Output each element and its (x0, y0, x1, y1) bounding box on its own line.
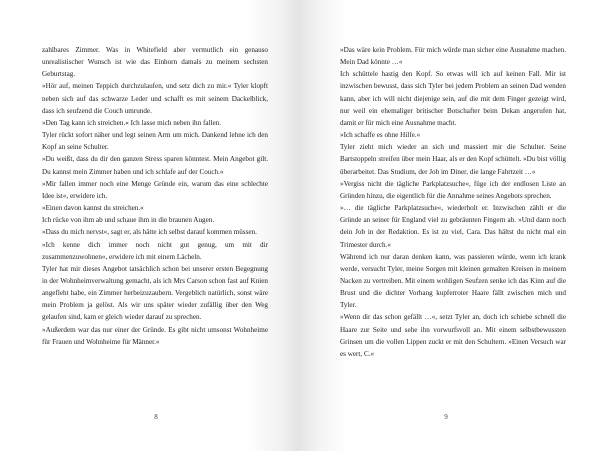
paragraph: »Das wäre kein Problem. Für mich würde man sicher eine Ausnahme machen. Mein Dad könnte …« (340, 46, 566, 67)
paragraph: »Du weißt, dass du dir den ganzen Stress sparen könntest. Mein Angebot gilt. Du kannst mein Zimmer haben und ich schlafe auf der Couch.« (42, 155, 268, 176)
right-page-text (340, 44, 566, 360)
paragraph: »… die tägliche Parkplatzsuche«, wiederholt er. Inzwischen zählt er die Gründe an seiner für England viel zu gebräunten Fingern ab. »Und dann noch dein Job in der Redaktion. Es ist zu viel, Cara. Das hältst du nicht mal ein Trimester durch.« (340, 204, 566, 249)
paragraph: »Außerdem war das nur einer der Gründe. Es gibt nicht umsonst Wohnheime für Frauen und Wohnheime für Männer.« (42, 325, 268, 346)
paragraph: Tyler zieht mich wieder an sich und massiert mir die Schulter. Seine Bartstoppeln streifen über mein Haar, als er den Kopf schüttelt. »Du bist völlig überarbeitet. Das Studium, der Job im Diner, die lange Fahrtzeit …« (340, 143, 566, 176)
paragraph: »Ich kenne dich immer noch nicht gut genug, um mit dir zusammenzuwohnen«, erwidere ich mit einem Lächeln. (42, 240, 268, 261)
paragraph: »Ich schaffe es ohne Hilfe.« (340, 131, 421, 140)
paragraph: zahlbares Zimmer. Was in Whitefield aber vermutlich ein genauso unrealistischer Wunsch ist wie das Einhorn damals zu meinem sechsten Geburtstag. (42, 46, 268, 79)
paragraph: »Vergiss nicht die tägliche Parkplatzsuche«, füge ich der endlosen Liste an Gründen hinzu, die eigentlich für die Annahme seines Angebots sprechen. (340, 179, 566, 200)
paragraph: Ich schüttele hastig den Kopf. So etwas will ich auf keinen Fall. Mir ist inzwischen bewusst, dass sich Tyler bei jedem Problem an seinen Dad wenden kann, aber ich will nicht diejenige sein, auf die mit dem Finger gezeigt wird, nur weil ein ehemaliger britischer Botschafter beim Dekan angerufen hat, damit er für mich eine Ausnahme macht. (340, 70, 566, 127)
paragraph: Tyler rückt sofort näher und legt seinen Arm um mich. Dankend lehne ich den Kopf an seine Schulter. (42, 131, 268, 152)
paragraph: Ich rücke von ihm ab und schaue ihm in die braunen Augen. (42, 216, 215, 225)
left-page-text (42, 44, 268, 348)
paragraph: »Dass du mich nervst«, sagt er, als hätte ich selbst darauf kommen müssen. (42, 228, 257, 237)
paragraph: Während ich nur daran denken kann, was passieren würde, wenn ich krank werde, versucht Tyler, meine Sorgen mit kleinen gemalten Kreisen in meinem Nacken zu vertreiben. Mit einem wohligen Seufzen senke ich das Kinn auf die Brust und die dichter Vorhang kupferroter Haare fällt zwischen mich und Tyler. (340, 252, 566, 310)
paragraph: »Den Tag kann ich streichen.« Ich lasse mich neben ihn fallen. (42, 118, 222, 127)
paragraph: »Wenn dir das schon gefällt …«, setzt Tyler an, doch ich schiebe schnell die Haare zur Seite und sehe ihn vorwurfsvoll an. Mit einem selbstbewussten Grinsen um die vollen Lippen zuckt er mit den Schultern. »Einen Versuch war es wert, C.« (340, 313, 566, 358)
paragraph: »Hör auf, meinen Teppich durchzulaufen, und setz dich zu mir.« Tyler klopft neben sich auf das schwarze Leder und schafft es mit seinem Dackelblick, dass ich seufzend die Couch umrunde. (42, 82, 268, 115)
right-page-number: 9 (444, 413, 448, 421)
left-page-number: 8 (154, 413, 158, 421)
paragraph: »Mir fallen immer noch eine Menge Gründe ein, warum das eine schlechte Idee ist«, erwidere ich. (42, 179, 268, 200)
right-page (300, 0, 600, 451)
paragraph: Tyler hat mir dieses Angebot tatsächlich schon bei unserer ersten Begegnung in der Wohnheimverwaltung gemacht, als ich Mrs Carson schon fast auf Knien angefleht habe, ein Zimmer herbeizuzaubern. Vergeblich natürlich, sonst wäre mein Problem ja gelöst. Als wir uns später wieder zufällig über den Weg gelaufen sind, kam er gleich wieder darauf zu sprechen. (42, 264, 268, 322)
paragraph: »Einen davon kannst du streichen.« (42, 204, 144, 213)
